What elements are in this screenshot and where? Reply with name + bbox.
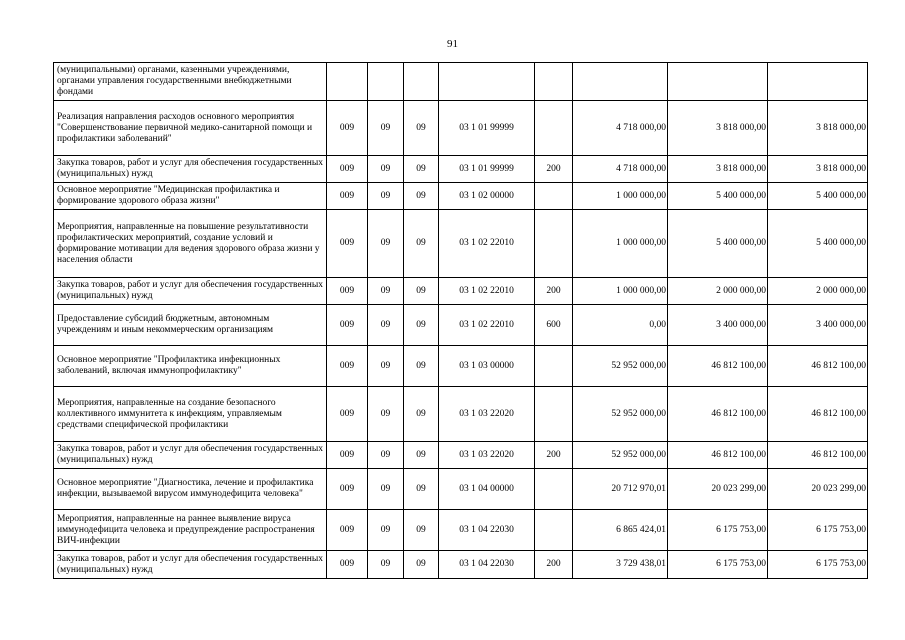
row-name: Предоставление субсидий бюджетным, автономным учреждениям и иным некоммерческим организациям — [54, 305, 327, 346]
table-row — [54, 469, 868, 510]
row-target-article: 03 1 04 00000 — [439, 469, 535, 510]
row-section-code — [368, 63, 404, 101]
row-amount-year2: 3 818 000,00 — [668, 101, 768, 156]
row-subsection-code: 09 — [404, 305, 439, 346]
row-target-article — [439, 63, 535, 101]
row-target-article: 03 1 02 22010 — [439, 210, 535, 278]
row-admin-code: 009 — [327, 305, 368, 346]
row-amount-year1: 52 952 000,00 — [573, 346, 668, 387]
page-number: 91 — [447, 38, 458, 50]
row-amount-year2: 46 812 100,00 — [668, 346, 768, 387]
row-target-article: 03 1 02 22010 — [439, 305, 535, 346]
row-admin-code — [327, 63, 368, 101]
row-section-code: 09 — [368, 469, 404, 510]
row-name: Мероприятия, направленные на создание безопасного коллективного иммунитета к инфекциям, управляемым средствами специфической профилактики — [54, 387, 327, 442]
row-expense-type — [535, 387, 573, 442]
row-amount-year2: 5 400 000,00 — [668, 210, 768, 278]
row-amount-year1: 3 729 438,01 — [573, 551, 668, 579]
row-amount-year2: 3 818 000,00 — [668, 156, 768, 183]
row-name: Реализация направления расходов основного мероприятия "Совершенствование первичной медико-санитарной помощи и профилактики заболеваний" — [54, 101, 327, 156]
row-name: Основное мероприятие "Диагностика, лечение и профилактика инфекции, вызываемой вирусом иммунодефицита человека" — [54, 469, 327, 510]
row-admin-code: 009 — [327, 210, 368, 278]
row-name: Закупка товаров, работ и услуг для обеспечения государственных (муниципальных) нужд — [54, 156, 327, 183]
row-expense-type: 600 — [535, 305, 573, 346]
row-target-article: 03 1 02 00000 — [439, 183, 535, 210]
row-expense-type: 200 — [535, 278, 573, 305]
row-target-article: 03 1 03 22020 — [439, 387, 535, 442]
row-subsection-code: 09 — [404, 278, 439, 305]
row-expense-type — [535, 63, 573, 101]
row-section-code: 09 — [368, 278, 404, 305]
row-expense-type — [535, 346, 573, 387]
row-name: Закупка товаров, работ и услуг для обеспечения государственных (муниципальных) нужд — [54, 278, 327, 305]
row-section-code: 09 — [368, 183, 404, 210]
row-amount-year3: 5 400 000,00 — [768, 210, 868, 278]
row-name: Мероприятия, направленные на раннее выявление вируса иммунодефицита человека и предупреждение распространения ВИЧ-инфекции — [54, 510, 327, 551]
row-expense-type: 200 — [535, 551, 573, 579]
row-amount-year2: 3 400 000,00 — [668, 305, 768, 346]
row-target-article: 03 1 02 22010 — [439, 278, 535, 305]
row-amount-year1: 1 000 000,00 — [573, 278, 668, 305]
row-amount-year2: 46 812 100,00 — [668, 387, 768, 442]
row-target-article: 03 1 01 99999 — [439, 156, 535, 183]
row-amount-year3: 6 175 753,00 — [768, 551, 868, 579]
row-amount-year2: 6 175 753,00 — [668, 551, 768, 579]
table-row — [54, 305, 868, 346]
row-subsection-code: 09 — [404, 156, 439, 183]
row-amount-year3 — [768, 63, 868, 101]
table-body — [54, 63, 868, 579]
row-amount-year2 — [668, 63, 768, 101]
row-target-article: 03 1 03 00000 — [439, 346, 535, 387]
row-amount-year3: 3 818 000,00 — [768, 101, 868, 156]
row-admin-code: 009 — [327, 278, 368, 305]
row-amount-year1 — [573, 63, 668, 101]
table-row — [54, 278, 868, 305]
row-amount-year3: 46 812 100,00 — [768, 387, 868, 442]
table-row — [54, 346, 868, 387]
table-row — [54, 183, 868, 210]
table-row — [54, 210, 868, 278]
row-amount-year3: 3 818 000,00 — [768, 156, 868, 183]
row-expense-type — [535, 183, 573, 210]
row-subsection-code: 09 — [404, 551, 439, 579]
row-target-article: 03 1 04 22030 — [439, 551, 535, 579]
row-section-code: 09 — [368, 156, 404, 183]
row-amount-year3: 46 812 100,00 — [768, 346, 868, 387]
row-admin-code: 009 — [327, 551, 368, 579]
table-row — [54, 63, 868, 101]
row-subsection-code: 09 — [404, 101, 439, 156]
row-admin-code: 009 — [327, 156, 368, 183]
row-amount-year2: 6 175 753,00 — [668, 510, 768, 551]
row-name: Основное мероприятие "Профилактика инфекционных заболеваний, включая иммунопрофилактику" — [54, 346, 327, 387]
row-admin-code: 009 — [327, 469, 368, 510]
row-amount-year2: 2 000 000,00 — [668, 278, 768, 305]
row-target-article: 03 1 03 22020 — [439, 442, 535, 469]
row-section-code: 09 — [368, 305, 404, 346]
row-admin-code: 009 — [327, 442, 368, 469]
row-amount-year2: 20 023 299,00 — [668, 469, 768, 510]
row-amount-year1: 1 000 000,00 — [573, 210, 668, 278]
row-subsection-code: 09 — [404, 387, 439, 442]
row-expense-type — [535, 469, 573, 510]
row-expense-type — [535, 101, 573, 156]
row-admin-code: 009 — [327, 183, 368, 210]
row-amount-year1: 4 718 000,00 — [573, 156, 668, 183]
row-amount-year2: 46 812 100,00 — [668, 442, 768, 469]
row-amount-year1: 52 952 000,00 — [573, 387, 668, 442]
row-name: (муниципальными) органами, казенными учреждениями, органами управления государственными внебюджетными фондами — [54, 63, 327, 101]
row-subsection-code: 09 — [404, 346, 439, 387]
table-row — [54, 101, 868, 156]
row-name: Закупка товаров, работ и услуг для обеспечения государственных (муниципальных) нужд — [54, 551, 327, 579]
row-amount-year3: 5 400 000,00 — [768, 183, 868, 210]
row-subsection-code — [404, 63, 439, 101]
budget-table — [53, 62, 868, 579]
row-section-code: 09 — [368, 442, 404, 469]
row-section-code: 09 — [368, 210, 404, 278]
row-name: Мероприятия, направленные на повышение результативности профилактических мероприятий, создание условий и формирование мотивации для ведения здорового образа жизни у населения области — [54, 210, 327, 278]
row-target-article: 03 1 01 99999 — [439, 101, 535, 156]
row-target-article: 03 1 04 22030 — [439, 510, 535, 551]
row-expense-type — [535, 210, 573, 278]
table-row — [54, 551, 868, 579]
row-expense-type — [535, 510, 573, 551]
row-amount-year3: 3 400 000,00 — [768, 305, 868, 346]
table-row — [54, 387, 868, 442]
row-admin-code: 009 — [327, 510, 368, 551]
row-section-code: 09 — [368, 551, 404, 579]
row-name: Закупка товаров, работ и услуг для обеспечения государственных (муниципальных) нужд — [54, 442, 327, 469]
row-amount-year1: 0,00 — [573, 305, 668, 346]
row-section-code: 09 — [368, 510, 404, 551]
row-amount-year1: 1 000 000,00 — [573, 183, 668, 210]
table-row — [54, 156, 868, 183]
table-row — [54, 442, 868, 469]
row-amount-year1: 4 718 000,00 — [573, 101, 668, 156]
row-amount-year3: 46 812 100,00 — [768, 442, 868, 469]
row-section-code: 09 — [368, 387, 404, 442]
row-admin-code: 009 — [327, 346, 368, 387]
row-section-code: 09 — [368, 346, 404, 387]
row-section-code: 09 — [368, 101, 404, 156]
row-subsection-code: 09 — [404, 183, 439, 210]
row-subsection-code: 09 — [404, 442, 439, 469]
row-expense-type: 200 — [535, 442, 573, 469]
row-amount-year2: 5 400 000,00 — [668, 183, 768, 210]
row-subsection-code: 09 — [404, 469, 439, 510]
row-expense-type: 200 — [535, 156, 573, 183]
row-amount-year3: 2 000 000,00 — [768, 278, 868, 305]
row-subsection-code: 09 — [404, 510, 439, 551]
row-amount-year3: 20 023 299,00 — [768, 469, 868, 510]
row-name: Основное мероприятие "Медицинская профилактика и формирование здорового образа жизни" — [54, 183, 327, 210]
row-subsection-code: 09 — [404, 210, 439, 278]
row-amount-year3: 6 175 753,00 — [768, 510, 868, 551]
row-admin-code: 009 — [327, 101, 368, 156]
row-admin-code: 009 — [327, 387, 368, 442]
row-amount-year1: 6 865 424,01 — [573, 510, 668, 551]
row-amount-year1: 20 712 970,01 — [573, 469, 668, 510]
row-amount-year1: 52 952 000,00 — [573, 442, 668, 469]
table-row — [54, 510, 868, 551]
